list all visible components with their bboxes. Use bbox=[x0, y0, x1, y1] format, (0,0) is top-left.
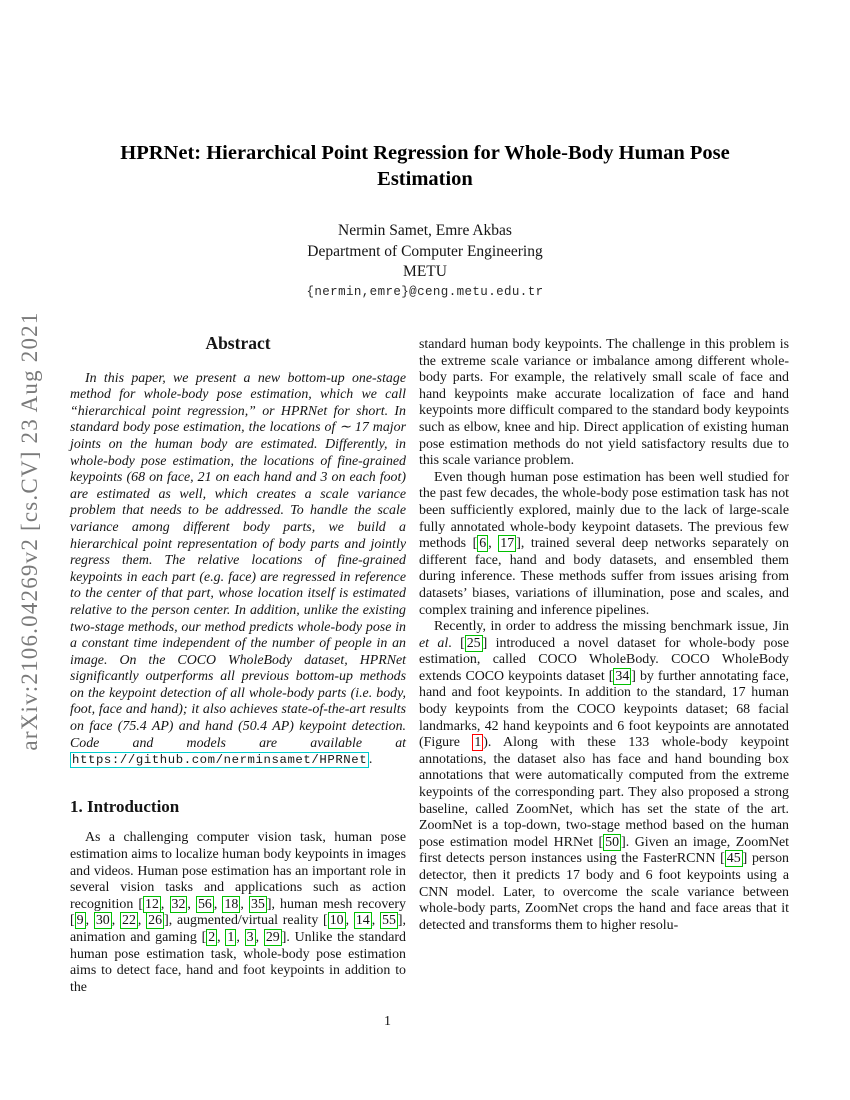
paragraph bbox=[419, 470, 789, 619]
text-run: . [ bbox=[448, 635, 465, 651]
citation-link[interactable]: 35 bbox=[250, 896, 265, 912]
paragraph bbox=[70, 830, 406, 996]
author-names: Nermin Samet, Emre Akbas bbox=[338, 222, 512, 239]
text-run: , bbox=[217, 930, 226, 945]
left-column bbox=[70, 335, 406, 996]
citation-link[interactable]: 9 bbox=[76, 913, 84, 929]
citation-link[interactable]: 29 bbox=[265, 930, 280, 945]
paper-title: HPRNet: Hierarchical Point Regression for Whole-Body Human Pose Estimation bbox=[120, 142, 730, 190]
figure-reference-link[interactable]: 1 bbox=[474, 735, 482, 751]
text-run: , bbox=[111, 913, 121, 929]
italic-text-run: et al bbox=[419, 635, 449, 651]
text-run: As a challenging computer vision task, human pose estimation aims to localize human body keypoints in images and videos. Human pose estimation has an important role in several vision tasks and applications such as action recognition [ bbox=[70, 830, 406, 912]
text-run: , bbox=[213, 896, 223, 912]
citation-link[interactable]: 6 bbox=[479, 536, 487, 552]
page-number: 1 bbox=[384, 1014, 391, 1029]
arxiv-watermark: arXiv:2106.04269v2 [cs.CV] 23 Aug 2021 bbox=[17, 311, 42, 751]
text-run: standard human body keypoints. The challenge in this problem is the extreme scale variance or imbalance among different whole-body parts. For example, the relatively small scale of face and hand keypoints make accurate localization of face and hand keypoints more difficult compared to the standard body keypoints such as elbow, knee and hip. Direct application of existing human pose estimation methods do not yield satisfactory results due to this scale variance problem. bbox=[419, 337, 789, 469]
abstract-body bbox=[70, 371, 406, 769]
url-link[interactable]: https://github.com/nerminsamet/HPRNet bbox=[72, 753, 368, 768]
citation-link[interactable]: 3 bbox=[246, 930, 254, 945]
text-run: , bbox=[160, 896, 170, 912]
text-run: , bbox=[240, 896, 249, 912]
citation-link[interactable]: 26 bbox=[148, 913, 163, 929]
text-run: ] by further annotating face, hand and foot keypoints. In addition to the standard, 17 human body keypoints from the COCO keypoints dataset; 68 facial landmarks, 42 hand keypoints and 6 foot keypoints are annotated (Figure bbox=[419, 668, 789, 751]
affiliation-university: METU bbox=[403, 263, 447, 280]
section-heading-introduction: 1. Introduction bbox=[70, 796, 180, 816]
citation-link[interactable]: 56 bbox=[197, 896, 212, 912]
citation-link[interactable]: 10 bbox=[329, 913, 344, 929]
citation-link[interactable]: 1 bbox=[227, 930, 235, 945]
text-run: , bbox=[236, 930, 245, 945]
text-run: ], human mesh recovery [ bbox=[70, 896, 406, 929]
paragraph bbox=[419, 619, 789, 934]
introduction-text-left bbox=[70, 830, 406, 996]
paragraph bbox=[70, 371, 406, 769]
citation-link[interactable]: 12 bbox=[145, 896, 159, 912]
citation-link[interactable]: 34 bbox=[615, 668, 630, 684]
text-run: ], animation and gaming [ bbox=[70, 913, 406, 945]
text-run: ], augmented/virtual reality [ bbox=[164, 913, 328, 929]
author-email: {nermin,emre}@ceng.metu.edu.tr bbox=[306, 285, 544, 299]
text-run: , bbox=[85, 913, 94, 929]
citation-link[interactable]: 22 bbox=[122, 913, 136, 929]
text-run: ] introduced a novel dataset for whole-body pose estimation, called COCO WholeBody. COCO WholeBody extends COCO keypoints dataset [ bbox=[419, 635, 789, 684]
right-column bbox=[419, 337, 789, 934]
text-run: In this paper, we present a new bottom-up one-stage method for whole-body pose estimation, which we call “hierarchical point regression,” or HPRNet for short. In standard body pose estimation, the locations of ∼ 17 major joints on the human body are estimated. Differently, in whole-body pose estimation, the locations of fine-grained keypoints (68 on face, 21 on each hand and 3 on each foot) are estimated as well, which creates a scale variance problem that needs to be addressed. To handle the scale variance among different body parts, we build a hierarchical point representation of body parts and jointly regress them. The relative locations of fine-grained keypoints in each part (e.g. face) are regressed in reference to the center of that part, whose location itself is estimated relative to the person center. In addition, unlike the existing two-stage methods, our method predicts whole-body pose in a constant time independent of the number of people in an image. On the COCO WholeBody dataset, HPRNet significantly outperforms all previous bottom-up methods on the keypoint detection of all whole-body parts (i.e. body, foot, face and hand); it also achieves state-of-the-art results on face (75.4 AP) and hand (50.4 AP) keypoint detection. Code and models are available at bbox=[70, 370, 406, 751]
citation-link[interactable]: 17 bbox=[500, 536, 515, 552]
citation-link[interactable]: 2 bbox=[208, 930, 216, 945]
citation-link[interactable]: 14 bbox=[355, 913, 370, 929]
text-run: ). Along with these 133 whole-body keypoint annotations, the dataset also has face and hand bounding box annotations that were automatically computed from the extreme keypoints of the corresponding part. They also proposed a strong baseline, called ZoomNet, which has set the state of the art. ZoomNet is a top-down, two-stage method based on the human pose estimation model HRNet [ bbox=[419, 735, 789, 850]
text-run: , bbox=[187, 896, 196, 912]
paragraph bbox=[419, 337, 789, 470]
text-run: , bbox=[371, 913, 380, 929]
text-run: ], trained several deep networks separately on different face, hand and body datasets, and ensembled them during inference. These methods suffer from issues arising from datasets’ biases, variations of illumination, pose and scales, and complex training and inference pipelines. bbox=[419, 536, 790, 618]
citation-link[interactable]: 25 bbox=[466, 635, 481, 651]
text-run: , bbox=[137, 913, 147, 929]
citation-link[interactable]: 30 bbox=[95, 913, 110, 929]
text-run: , bbox=[255, 930, 264, 945]
text-run: ] person detector, then it predicts 17 body and 6 foot keypoints using a CNN model. Later, to overcome the scale variance between whole-body parts, ZoomNet crops the hand and face areas that it detected and transforms them to higher resolu- bbox=[419, 851, 789, 933]
text-run: Recently, in order to address the missing benchmark issue, Jin bbox=[434, 619, 789, 635]
citation-link[interactable]: 55 bbox=[382, 913, 396, 929]
citation-link[interactable]: 32 bbox=[171, 896, 186, 912]
text-run: Even though human pose estimation has been well studied for the past few decades, the whole-body pose estimation task has not been sufficiently explored, mainly due to the lack of large-scale fully annotated whole-body keypoint datasets. The previous few methods [ bbox=[419, 469, 789, 552]
text-run: , bbox=[345, 913, 354, 929]
citation-link[interactable]: 50 bbox=[605, 834, 620, 850]
text-run: ]. Unlike the standard human pose estimation task, whole-body pose estimation aims to detect face, hand and foot keypoints in addition to the bbox=[70, 930, 406, 995]
citation-link[interactable]: 45 bbox=[726, 851, 741, 867]
abstract-heading: Abstract bbox=[205, 333, 271, 353]
citation-link[interactable]: 18 bbox=[224, 896, 239, 912]
text-run: , bbox=[488, 536, 499, 552]
text-run: . bbox=[369, 752, 373, 768]
text-run: ]. Given an image, ZoomNet first detects person instances using the FasterRCNN [ bbox=[419, 834, 789, 867]
affiliation-department: Department of Computer Engineering bbox=[307, 243, 543, 260]
